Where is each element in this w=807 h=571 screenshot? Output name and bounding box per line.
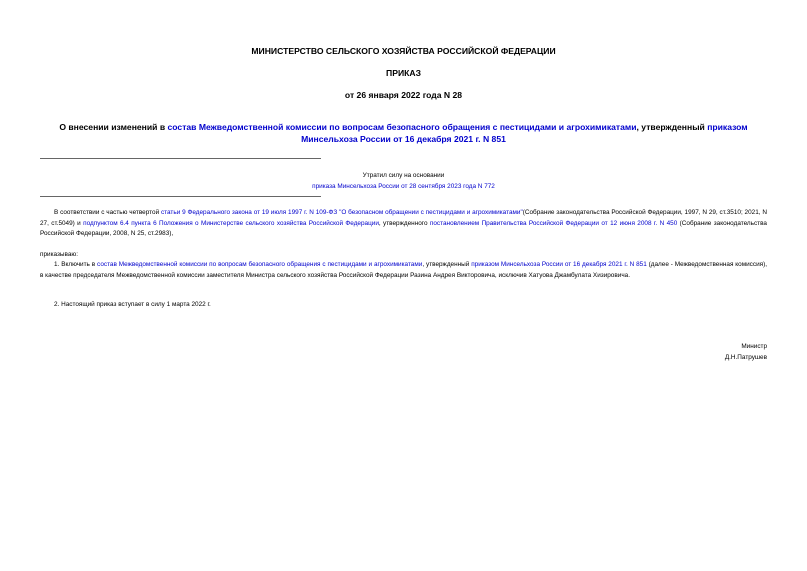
order-word: приказываю: — [40, 251, 78, 258]
item1-link-composition[interactable]: состав Межведомственной комиссии по вопросам безопасного обращения с пестицидами и агрохимикатами — [97, 261, 423, 268]
preamble-paragraph — [40, 208, 767, 240]
status-note — [0, 170, 807, 192]
title-text-1: О внесении изменений в — [59, 122, 168, 132]
title-link-order[interactable]: приказом — [707, 122, 748, 132]
title-text-2: , утвержденный — [636, 122, 708, 132]
item1-text-2: , утвержденный — [422, 261, 472, 268]
preamble-link-law[interactable]: статьи 9 Федерального закона от 19 июля 1997 г. N 109-ФЗ "О безопасном обращении с пестицидами и агрохимикатами" — [160, 209, 523, 216]
ministry-heading: МИНИСТЕРСТВО СЕЛЬСКОГО ХОЗЯЙСТВА РОССИЙСКОЙ ФЕДЕРАЦИИ — [251, 46, 556, 56]
status-note-text: Утратил силу на основании — [362, 172, 445, 179]
preamble-text-1: В соответствии с частью четвертой — [54, 209, 161, 216]
item1-text-3: (далее - Межведомственная комиссия), в качестве председателя Межведомственной комиссии заместителя Министра сельского хозяйства Российской Федерации Разина Андрея Викторовича, исключив Хатуова Джамбулата Хизировича. — [40, 261, 768, 279]
divider-bottom — [40, 196, 321, 197]
date-number-heading: от 26 января 2022 года N 28 — [344, 90, 463, 100]
status-note-link[interactable]: приказа Минсельхоза России от 28 сентября 2023 года N 772 — [312, 183, 495, 190]
document-title — [40, 121, 767, 145]
divider-top — [40, 158, 321, 159]
signature-block — [725, 341, 767, 363]
preamble-text-3: , утвержденного — [378, 219, 430, 227]
title-link-composition[interactable]: состав Межведомственной комиссии по вопросам безопасного обращения с пестицидами и агрохимикатами — [167, 122, 637, 132]
preamble-text-4: (Собрание законодательства Российской Федерации, 2008, N 25, ст.2983), — [40, 219, 767, 238]
doc-type-heading: ПРИКАЗ — [386, 68, 421, 78]
signature-name: Д.Н.Патрушев — [724, 354, 767, 361]
preamble-text-2: (Собрание законодательства Российской Федерации, 1997, N 29, ст.3510; 2021, N 27, ст.5049) и — [40, 209, 768, 227]
item1-link-order[interactable]: приказом Минсельхоза России от 16 декабря 2021 г. N 851 — [471, 261, 647, 268]
signature-position: Министр — [741, 343, 767, 350]
item-1-paragraph — [40, 260, 767, 281]
item1-text-1: 1. Включить в — [54, 261, 98, 268]
title-link-order-details[interactable]: Минсельхоза России от 16 декабря 2021 г. N 851 — [301, 134, 506, 144]
preamble-link-subclause[interactable]: подпунктом 6.4 пункта 6 Положения о Министерстве сельского хозяйства Российской Федерации — [83, 219, 379, 227]
preamble-link-resolution[interactable]: постановлением Правительства Российской Федерации от 12 июня 2008 г. N 450 — [429, 219, 678, 227]
item-2-paragraph: 2. Настоящий приказ вступает в силу 1 марта 2022 г. — [54, 301, 211, 308]
